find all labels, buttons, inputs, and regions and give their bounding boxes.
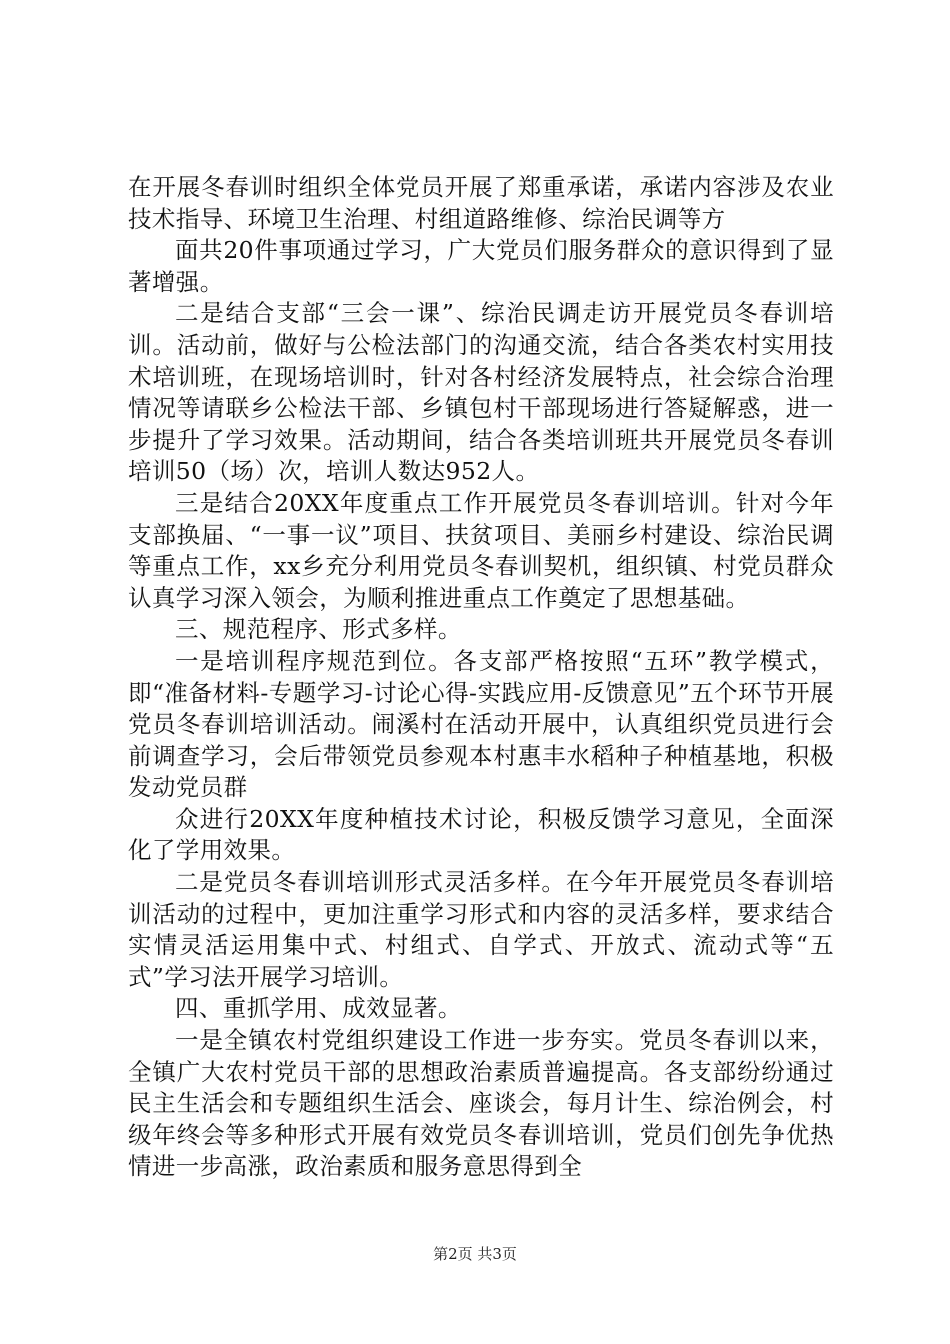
paragraph: 一是全镇农村党组织建设工作进一步夯实。党员冬春训以来，全镇广大农村党员干部的思想政治素质普遍提高。各支部纷纷通过民主生活会和专题组织生活会、座谈会，每月计生、综治例会，村级年终会等多种形式开展有效党员冬春训培训，党员们创先争优热情进一步高涨，政治素质和服务意思得到全	[128, 1026, 834, 1181]
paragraph: 面共20件事项通过学习，广大党员们服务群众的意识得到了显著增强。	[128, 236, 834, 296]
paragraph: 众进行20XX年度种植技术讨论，积极反馈学习意见，全面深化了学用效果。	[128, 804, 834, 865]
section-heading: 四、重抓学用、成效显著。	[175, 994, 462, 1023]
section-heading: 三、规范程序、形式多样。	[175, 615, 462, 644]
paragraph: 二是党员冬春训培训形式灵活多样。在今年开展党员冬春训培训活动的过程中，更加注重学习形式和内容的灵活多样，要求结合实情灵活运用集中式、村组式、自学式、开放式、流动式等“五式”学习法开展学习培训。	[128, 868, 834, 991]
paragraph-continued: 在开展冬春训时组织全体党员开展了郑重承诺，承诺内容涉及农业技术指导、环境卫生治理、村组道路维修、综治民调等方	[128, 173, 834, 233]
paragraph: 一是培训程序规范到位。各支部严格按照“五环”教学模式，即“准备材料-专题学习-讨论心得-实践应用-反馈意见”五个环节开展党员冬春训培训活动。闹溪村在活动开展中，认真组织党员进行会前调查学习，会后带领党员参观本村惠丰水稻种子种植基地，积极发动党员群	[128, 646, 834, 802]
paragraph: 二是结合支部“三会一课”、综治民调走访开展党员冬春训培训。活动前，做好与公检法部门的沟通交流，结合各类农村实用技术培训班，在现场培训时，针对各村经济发展特点，社会综合治理情况等请联乡公检法干部、乡镇包村干部现场进行答疑解惑，进一步提升了学习效果。活动期间，结合各类培训班共开展党员冬春训培训50（场）次，培训人数达952人。	[128, 299, 834, 486]
page-footer	[0, 1244, 950, 1264]
page-number-label: 第2页 共3页	[433, 1245, 517, 1263]
document-body	[128, 172, 834, 1183]
paragraph: 三是结合20XX年度重点工作开展党员冬春训培训。针对今年支部换届、“一事一议”项目、扶贫项目、美丽乡村建设、综治民调等重点工作，xx乡充分利用党员冬春训契机，组织镇、村党员群众认真学习深入领会，为顺利推进重点工作奠定了思想基础。	[128, 488, 834, 612]
